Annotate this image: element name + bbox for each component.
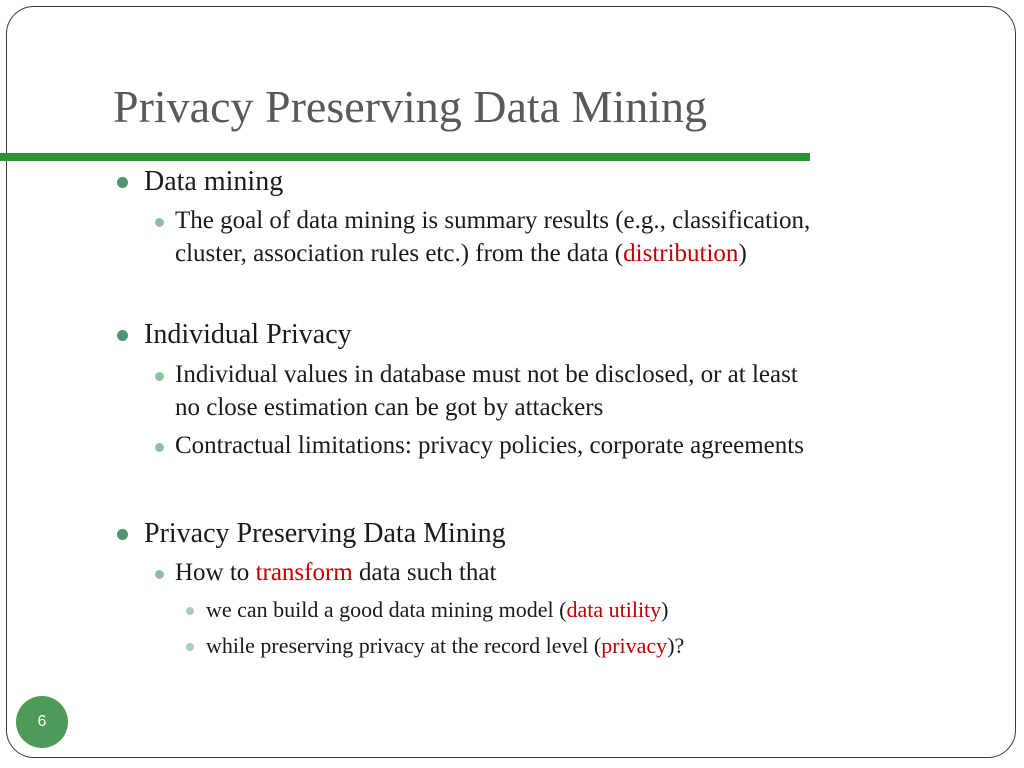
slide-title: Privacy Preserving Data Mining: [113, 81, 708, 132]
sub-bullet-how-to: [175, 559, 496, 587]
sub-bullet-values-line1: Individual values in database must not be disclosed, or at least: [175, 361, 798, 388]
text-segment: How to: [175, 559, 256, 586]
bullet-data-mining: Data mining: [144, 166, 284, 197]
bullet-icon: [155, 218, 164, 227]
bullet-icon: [186, 607, 194, 615]
sub-bullet-values-line2: no close estimation can be got by attackers: [175, 394, 604, 421]
text-segment: data such that: [352, 559, 497, 586]
sub-bullet-contractual: Contractual limitations: privacy policies, corporate agreements: [175, 432, 804, 459]
bullet-icon: [155, 372, 164, 381]
bullet-icon: [186, 643, 194, 651]
text-segment: ): [661, 597, 669, 622]
highlight-data-utility: data utility: [566, 597, 662, 622]
bullet-icon: [117, 330, 128, 341]
highlight-distribution: distribution: [623, 240, 739, 267]
text-segment: )?: [667, 633, 685, 658]
sub-sub-bullet-privacy: [206, 633, 684, 659]
bullet-individual-privacy: Individual Privacy: [144, 319, 352, 350]
text-segment: ): [738, 240, 747, 267]
bullet-icon: [155, 570, 164, 579]
highlight-privacy: privacy: [601, 633, 668, 658]
text-segment: we can build a good data mining model (: [206, 597, 567, 622]
slide-number-badge: 6: [16, 696, 68, 748]
bullet-icon: [117, 529, 128, 540]
bullet-icon: [155, 443, 164, 452]
text-segment: while preserving privacy at the record level (: [206, 633, 602, 658]
text-segment: cluster, association rules etc.) from the data (: [175, 240, 624, 267]
highlight-transform: transform: [255, 559, 353, 586]
bullet-ppdm: Privacy Preserving Data Mining: [144, 518, 506, 549]
sub-bullet-goal-line1: The goal of data mining is summary results (e.g., classification,: [175, 207, 811, 234]
sub-sub-bullet-utility: [206, 597, 669, 623]
bullet-icon: [117, 177, 128, 188]
sub-bullet-goal-line2: [175, 240, 747, 268]
